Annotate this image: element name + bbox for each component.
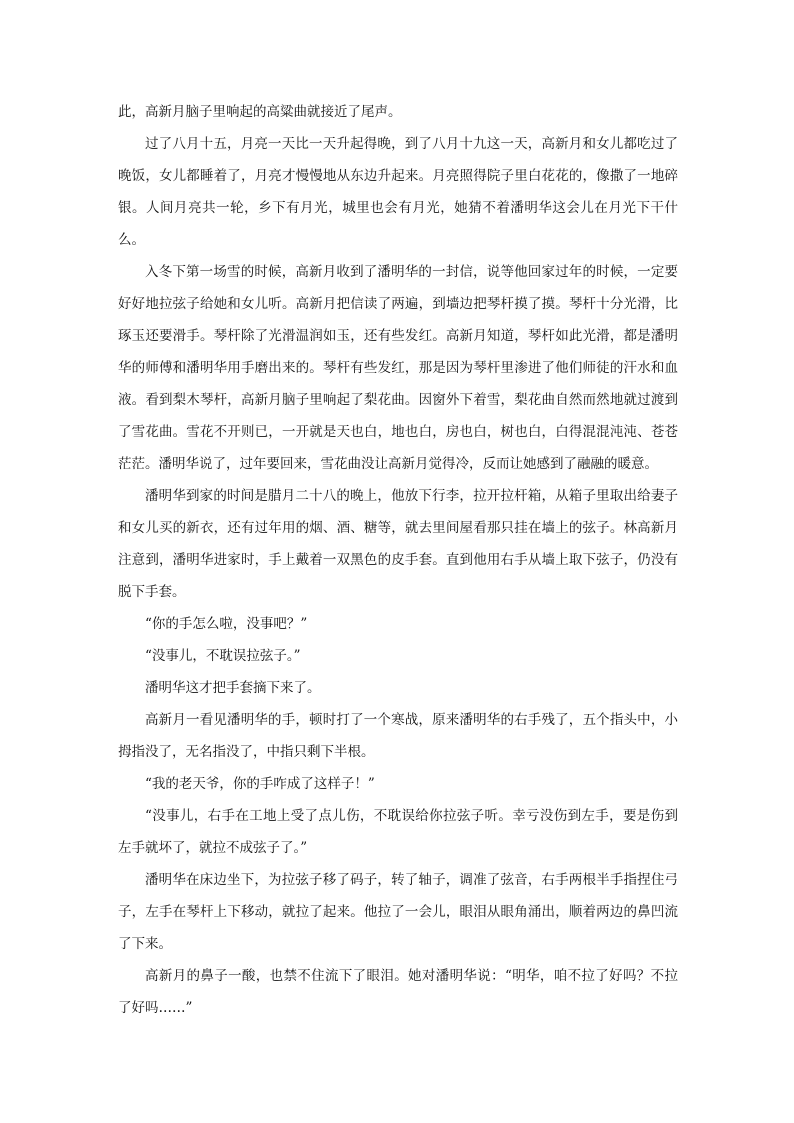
paragraph-3: 入冬下第一场雪的时候，高新月收到了潘明华的一封信，说等他回家过年的时候，一定要好好地拉弦子给她和女儿听。高新月把信读了两遍，到墙边把琴杆摸了摸。琴杆十分光滑，比琢玉还要滑手。琴杆除了光滑温润如玉，还有些发红。高新月知道，琴杆如此光滑，都是潘明华的师傅和潘明华用手磨出来的。琴杆有些发红，那是因为琴杆里渗进了他们师徒的汗水和血液。看到梨木琴杆，高新月脑子里响起了梨花曲。因窗外下着雪，梨花曲自然而然地就过渡到了雪花曲。雪花不开则已，一开就是天也白，地也白，房也白，树也白，白得混混沌沌、苍苍茫茫。潘明华说了，过年要回来，雪花曲没让高新月觉得冷，反而让她感到了融融的暖意。 [118,264,678,472]
paragraph-1: 此，高新月脑子里响起的高粱曲就接近了尾声。 [118,104,402,120]
paragraph-2: 过了八月十五，月亮一天比一天升起得晚，到了八月十九这一天，高新月和女儿都吃过了晚饭，女儿都睡着了，月亮才慢慢地从东边升起来。月亮照得院子里白花花的，像撒了一地碎银。人间月亮共一轮，乡下有月光，城里也会有月光，她猜不着潘明华这会儿在月光下干什么。 [118,136,678,248]
paragraph-7: 潘明华在床边坐下，为拉弦子移了码子，转了轴子，调准了弦音，右手两根半手指捏住弓子，左手在琴杆上下移动，就拉了起来。他拉了一会儿，眼泪从眼角涌出，顺着两边的鼻凹流了下来。 [118,872,678,952]
dialogue-1: “你的手怎么啦，没事吧？” [145,616,308,632]
paragraph-5: 潘明华这才把手套摘下来了。 [145,680,321,696]
dialogue-3: “我的老天爷，你的手咋成了这样子！” [145,776,375,792]
dialogue-4: “没事儿，右手在工地上受了点儿伤，不耽误给你拉弦子听。幸亏没伤到左手，要是伤到左手就坏了，就拉不成弦子了。” [118,808,678,856]
dialogue-2: “没事儿，不耽误拉弦子。” [145,648,301,664]
paragraph-8: 高新月的鼻子一酸，也禁不住流下了眼泪。她对潘明华说：“明华，咱不拉了好吗？不拉了好吗……” [118,968,678,1016]
story-text [118,96,678,1024]
paragraph-6: 高新月一看见潘明华的手，顿时打了一个寒战，原来潘明华的右手残了，五个指头中，小拇指没了，无名指没了，中指只剩下半根。 [118,712,678,760]
paragraph-4: 潘明华到家的时间是腊月二十八的晚上，他放下行李，拉开拉杆箱，从箱子里取出给妻子和女儿买的新衣，还有过年用的烟、酒、糖等，就去里间屋看那只挂在墙上的弦子。林高新月注意到，潘明华进家时，手上戴着一双黑色的皮手套。直到他用右手从墙上取下弦子，仍没有脱下手套。 [118,488,678,600]
